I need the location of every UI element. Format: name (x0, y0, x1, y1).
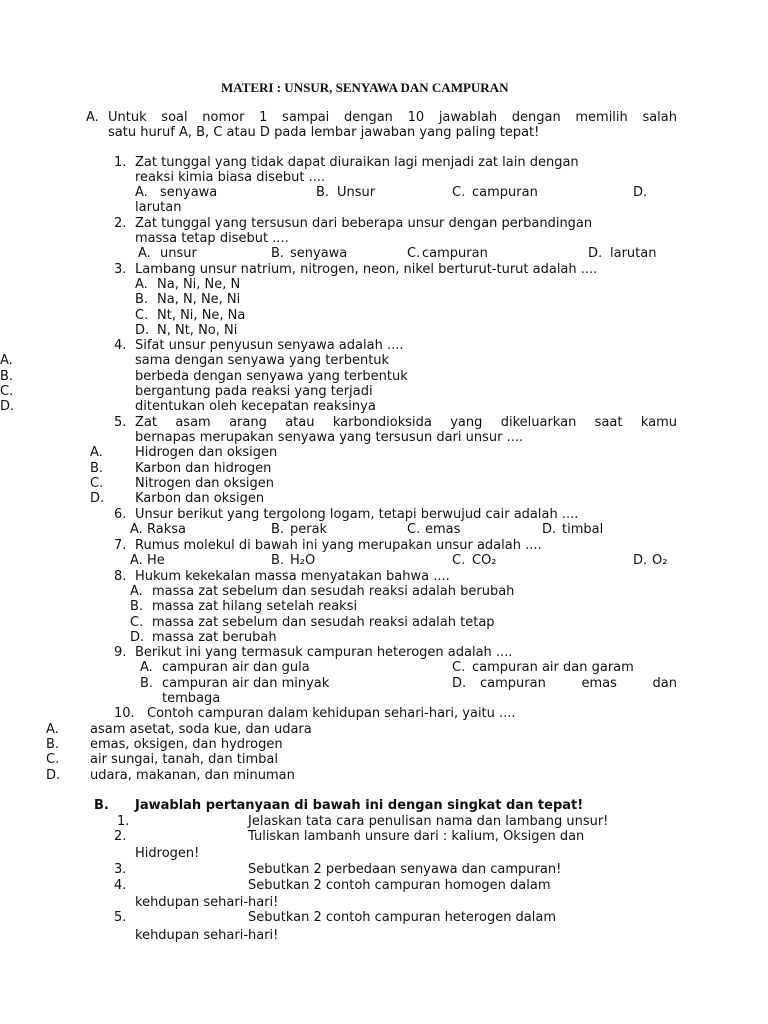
option-letter: B. (271, 246, 285, 261)
question-number: 1. (117, 814, 130, 829)
option-text: berbeda dengan senyawa yang terbentuk (135, 369, 408, 384)
question-text: Sebutkan 2 contoh campuran homogen dalam (248, 878, 551, 893)
question-text: kehdupan sehari-hari! (135, 895, 279, 910)
option-text: massa zat sebelum dan sesudah reaksi adalah tetap (152, 615, 495, 630)
option-letter: B. (140, 676, 154, 691)
question-text: Unsur berikut yang tergolong logam, tetapi berwujud cair adalah .... (135, 507, 579, 522)
option-letter: A. (140, 660, 153, 675)
option-letter: D. (452, 676, 467, 691)
page-title: MATERI : UNSUR, SENYAWA DAN CAMPURAN (221, 80, 509, 95)
option-text: massa zat hilang setelah reaksi (152, 599, 358, 614)
option-text: bergantung pada reaksi yang terjadi (135, 384, 373, 399)
option-letter: A. (130, 553, 143, 568)
option-text: H₂O (290, 553, 316, 568)
option-letter: B. (316, 185, 330, 200)
option-letter: C. (135, 308, 149, 323)
question-text: Jelaskan tata cara penulisan nama dan lambang unsur! (248, 814, 609, 829)
option-text: emas (425, 522, 461, 537)
option-letter: D. (542, 522, 557, 537)
option-text: senyawa (290, 246, 348, 261)
question-text: reaksi kimia biasa disebut .... (135, 170, 326, 185)
question-text: Sebutkan 2 contoh campuran heterogen dalam (248, 910, 557, 925)
option-letter: C. (46, 752, 60, 767)
option-letter: D. (633, 553, 648, 568)
option-letter: D. (90, 491, 105, 506)
option-text: massa zat berubah (152, 630, 277, 645)
question-number: 7. (114, 538, 127, 553)
question-text: Sifat unsur penyusun senyawa adalah .... (135, 338, 404, 353)
section-a-instruction-line-2: satu huruf A, B, C atau D pada lembar jawaban yang paling tepat! (108, 125, 540, 140)
question-number: 10. (114, 706, 135, 721)
option-text: senyawa (160, 185, 218, 200)
option-letter: B. (271, 553, 285, 568)
option-text: campuran air dan gula (162, 660, 310, 675)
option-text: larutan (610, 246, 657, 261)
option-text: perak (290, 522, 328, 537)
option-letter: A. (135, 185, 148, 200)
option-letter: D. (130, 630, 145, 645)
question-number: 9. (114, 645, 127, 660)
option-letter: D. (135, 323, 150, 338)
option-text: Nt, Ni, Ne, Na (157, 308, 246, 323)
option-text: campuran emas dan (480, 676, 677, 691)
question-number: 1. (114, 155, 127, 170)
question-number: 5. (114, 415, 127, 430)
question-number: 2. (114, 216, 127, 231)
option-text: Na, N, Ne, Ni (157, 292, 241, 307)
section-b-label: B. (94, 798, 109, 813)
option-letter: D. (46, 768, 61, 783)
option-text: He (147, 553, 165, 568)
option-letter: B. (90, 461, 104, 476)
option-letter: C. (452, 553, 466, 568)
option-text: campuran (422, 246, 488, 261)
option-text: campuran air dan garam (472, 660, 634, 675)
option-letter: C. (0, 384, 14, 399)
section-a-instruction-line-1: Untuk soal nomor 1 sampai dengan 10 jawablah dengan memilih salah (108, 110, 677, 125)
option-letter: A. (135, 277, 148, 292)
option-letter: B. (135, 292, 149, 307)
question-text: massa tetap disebut .... (135, 231, 289, 246)
option-letter: A. (90, 445, 103, 460)
question-text: Hidrogen! (135, 846, 200, 861)
option-letter: C. (90, 476, 104, 491)
section-a-label: A. (86, 110, 99, 125)
question-number: 6. (114, 507, 127, 522)
option-letter: C. (130, 615, 144, 630)
question-text: Hukum kekekalan massa menyatakan bahwa .... (135, 569, 450, 584)
option-text: Unsur (337, 185, 376, 200)
question-text: kehdupan sehari-hari! (135, 928, 279, 943)
option-text: O₂ (652, 553, 668, 568)
option-letter: A. (46, 722, 59, 737)
option-text: udara, makanan, dan minuman (90, 768, 295, 783)
option-text: asam asetat, soda kue, dan udara (90, 722, 312, 737)
option-text: campuran air dan minyak (162, 676, 330, 691)
option-letter: B. (130, 599, 144, 614)
question-number: 3. (114, 862, 127, 877)
question-text: Lambang unsur natrium, nitrogen, neon, nikel berturut-turut adalah .... (135, 262, 598, 277)
option-text: campuran (472, 185, 538, 200)
section-b-instruction: Jawablah pertanyaan di bawah ini dengan singkat dan tepat! (135, 798, 584, 813)
option-letter: D. (588, 246, 603, 261)
option-text: air sungai, tanah, dan timbal (90, 752, 278, 767)
option-text: Nitrogen dan oksigen (135, 476, 275, 491)
question-text: Berikut ini yang termasuk campuran heterogen adalah .... (135, 645, 513, 660)
question-text: Sebutkan 2 perbedaan senyawa dan campuran! (248, 862, 562, 877)
option-text: Na, Ni, Ne, N (157, 277, 241, 292)
option-text: massa zat sebelum dan sesudah reaksi adalah berubah (152, 584, 515, 599)
option-letter: D. (0, 399, 15, 414)
option-letter: A. (0, 353, 13, 368)
question-number: 2. (114, 829, 127, 844)
question-number: 3. (114, 262, 127, 277)
option-text: timbal (562, 522, 604, 537)
option-letter: C. (407, 522, 421, 537)
option-letter: A. (130, 584, 143, 599)
question-number: 4. (114, 338, 127, 353)
option-text: Karbon dan hidrogen (135, 461, 272, 476)
option-letter: C. (407, 246, 421, 261)
option-letter: A. (138, 246, 151, 261)
option-letter: A. (130, 522, 143, 537)
option-text: ditentukan oleh kecepatan reaksinya (135, 399, 376, 414)
option-text: larutan (135, 200, 182, 215)
question-number: 4. (114, 878, 127, 893)
option-text: sama dengan senyawa yang terbentuk (135, 353, 390, 368)
option-letter: B. (0, 369, 14, 384)
question-text: Contoh campuran dalam kehidupan sehari-hari, yaitu .... (147, 706, 516, 721)
option-text: Karbon dan oksigen (135, 491, 265, 506)
question-text: Zat asam arang atau karbondioksida yang dikeluarkan saat kamu (135, 415, 677, 430)
option-text: N, Nt, No, Ni (157, 323, 238, 338)
option-text: CO₂ (472, 553, 497, 568)
question-text: bernapas merupakan senyawa yang tersusun dari unsur .... (135, 430, 524, 445)
question-text: Zat tunggal yang tersusun dari beberapa unsur dengan perbandingan (135, 216, 593, 231)
option-letter: B. (271, 522, 285, 537)
option-text: emas, oksigen, dan hydrogen (90, 737, 283, 752)
question-text: Zat tunggal yang tidak dapat diuraikan lagi menjadi zat lain dengan (135, 155, 579, 170)
option-text-continued: tembaga (162, 691, 221, 706)
option-letter: C. (452, 185, 466, 200)
option-letter: D. (633, 185, 648, 200)
question-text: Tuliskan lambanh unsure dari : kalium, Oksigen dan (248, 829, 585, 844)
option-letter: C. (452, 660, 466, 675)
option-letter: B. (46, 737, 60, 752)
question-number: 5. (114, 910, 127, 925)
question-text: Rumus molekul di bawah ini yang merupakan unsur adalah .... (135, 538, 542, 553)
option-text: Hidrogen dan oksigen (135, 445, 278, 460)
option-text: Raksa (147, 522, 186, 537)
option-text: unsur (160, 246, 197, 261)
question-number: 8. (114, 569, 127, 584)
